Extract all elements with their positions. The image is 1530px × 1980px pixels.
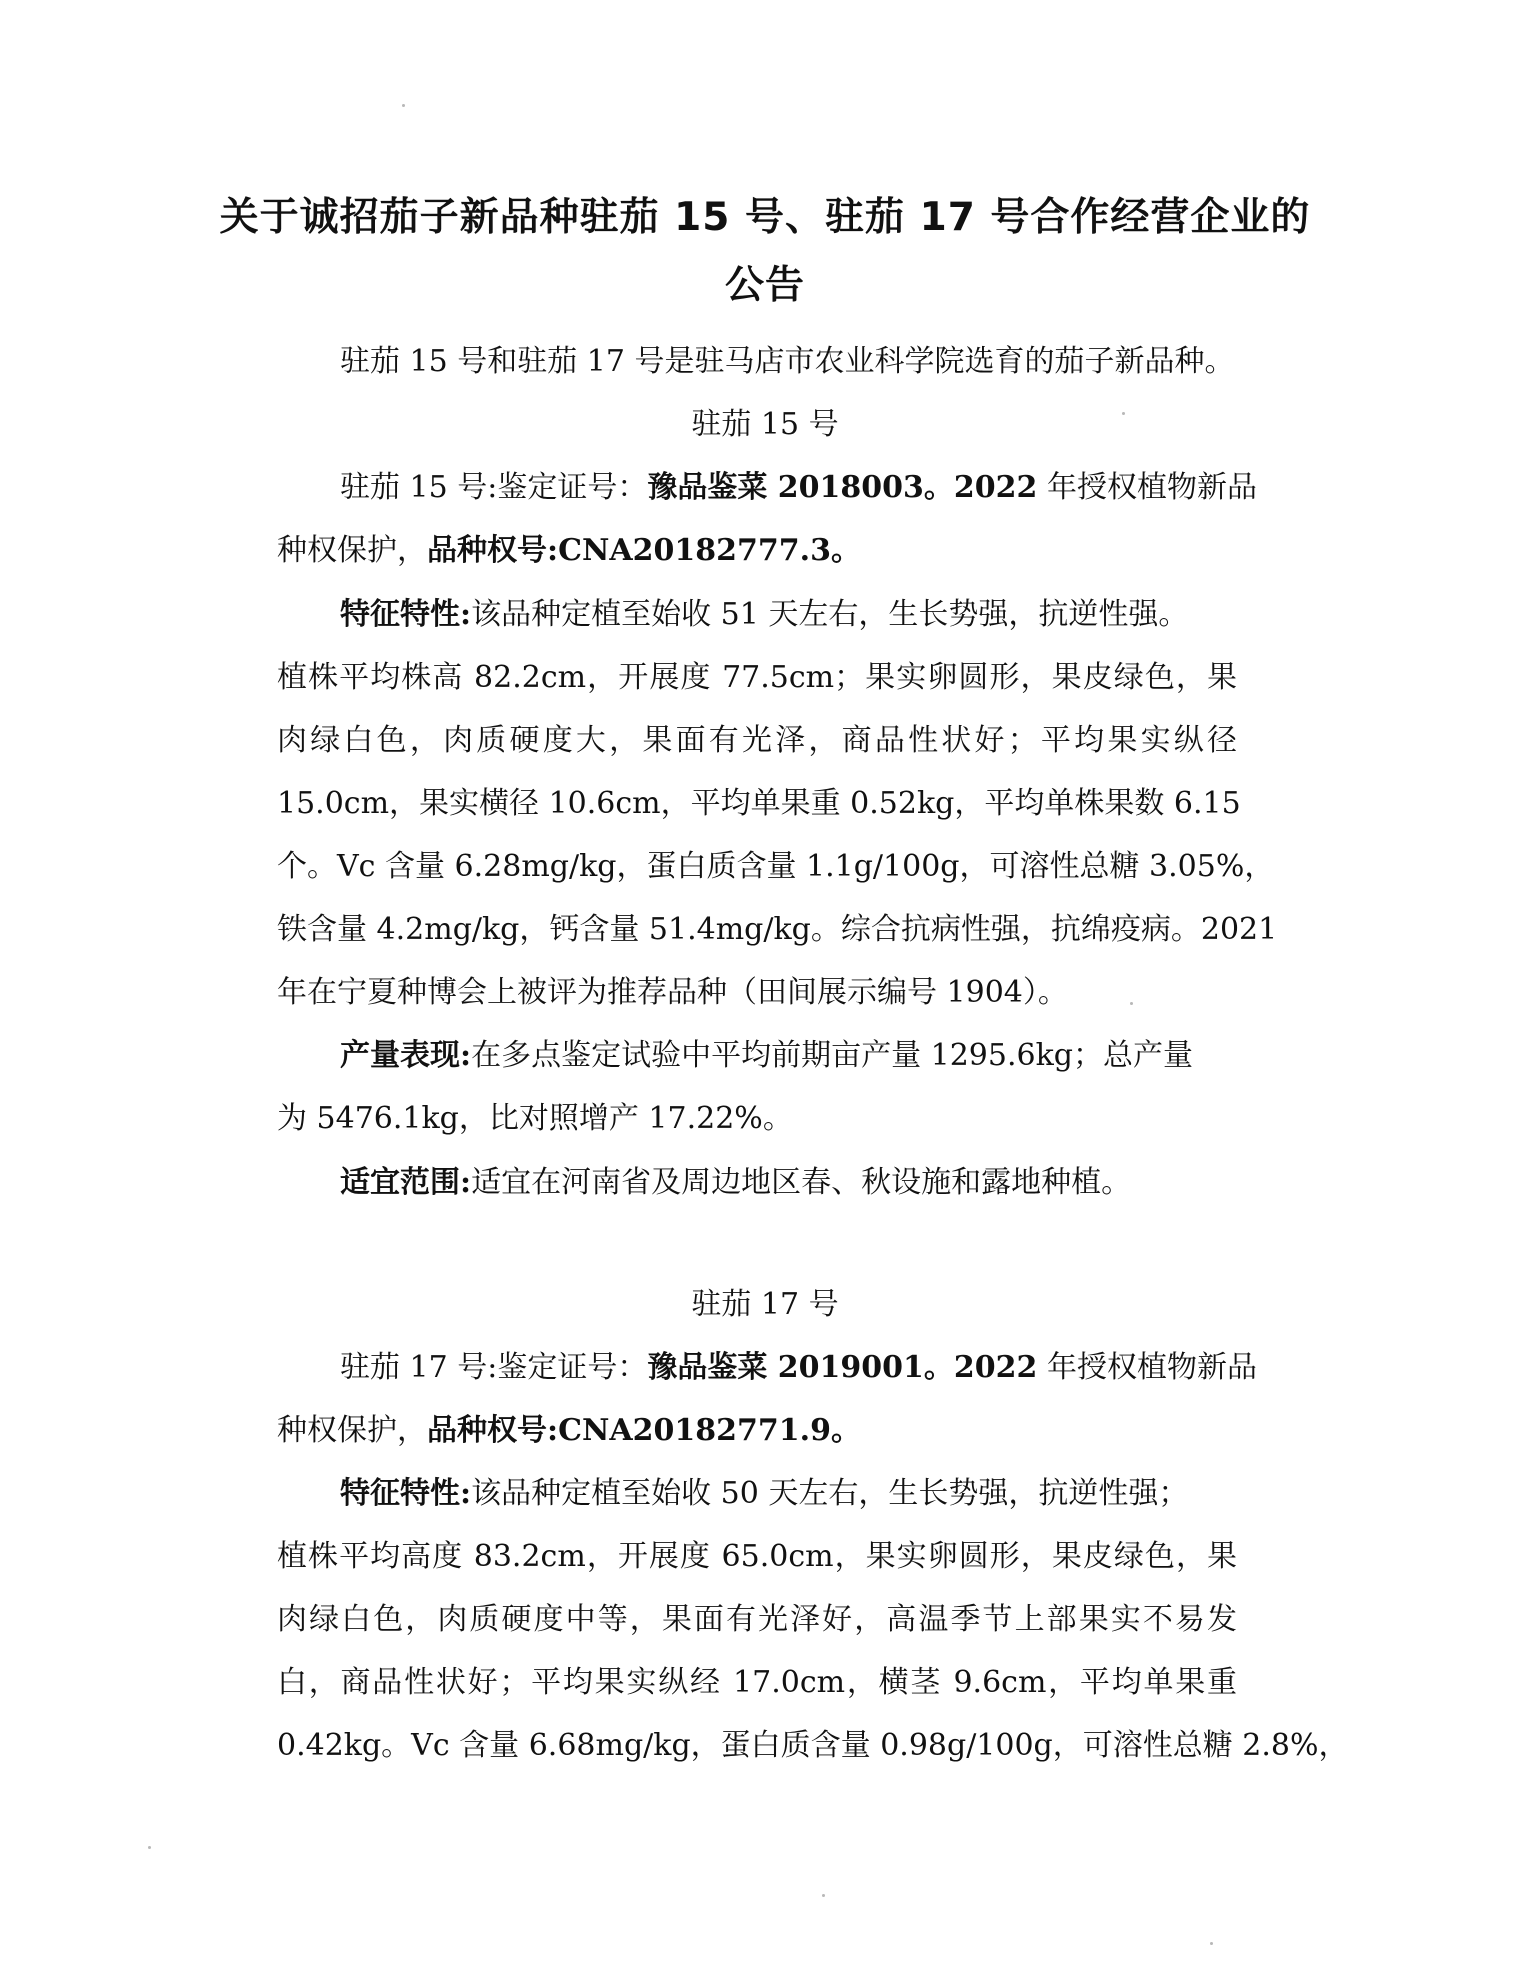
v15-feature-label: 特征特性: [340, 597, 472, 632]
v17-registration-text: 年授权植物新品 [1037, 1350, 1257, 1385]
scan-speck [148, 1846, 151, 1849]
v17-feature-label: 特征特性: [340, 1476, 472, 1511]
v17-feature-line-2: 植株平均高度 83.2cm，开展度 65.0cm，果实卵圆形，果皮绿色，果 [277, 1539, 1237, 1574]
intro-paragraph: 驻茄 15 号和驻茄 17 号是驻马店市农业科学院选育的茄子新品种。 [340, 344, 1235, 379]
v17-feature-text-1: 该品种定植至始收 50 天左右，生长势强，抗逆性强； [471, 1476, 1189, 1511]
v15-feature-line-5: 个。Vc 含量 6.28mg/kg，蛋白质含量 1.1g/100g，可溶性总糖 3.05%， [277, 849, 1275, 884]
v15-yield-line-2: 为 5476.1kg，比对照增产 17.22%。 [277, 1101, 793, 1136]
v15-registration-text: 年授权植物新品 [1037, 470, 1257, 505]
scan-speck [822, 1894, 825, 1897]
v15-range-text: 适宜在河南省及周边地区春、秋设施和露地种植。 [471, 1165, 1132, 1200]
v15-registration-number: 豫品鉴菜 2018003。2022 [647, 470, 1038, 505]
v15-variety-right-number: 品种权号:CNA20182777.3。 [427, 533, 861, 568]
v17-feature-line-5: 0.42kg。Vc 含量 6.68mg/kg，蛋白质含量 0.98g/100g，可溶性总糖 2.8%， [277, 1728, 1349, 1763]
v15-feature-line-4: 15.0cm，果实横径 10.6cm，平均单果重 0.52kg，平均单株果数 6.15 [277, 786, 1241, 821]
v17-feature-line-1 [340, 1474, 1188, 1514]
v15-feature-line-2: 植株平均株高 82.2cm，开展度 77.5cm；果实卵圆形，果皮绿色，果 [277, 660, 1237, 695]
v17-protection-text: 种权保护， [277, 1413, 427, 1448]
v17-feature-line-3: 肉绿白色，肉质硬度中等，果面有光泽好，高温季节上部果实不易发 [277, 1602, 1237, 1637]
scan-speck [1210, 1942, 1213, 1945]
document-title-line-1: 关于诚招茄子新品种驻茄 15 号、驻茄 17 号合作经营企业的 [219, 195, 1311, 240]
v15-registration-line-2 [277, 531, 861, 571]
v15-range-line [340, 1163, 1131, 1203]
section-heading-v17: 驻茄 17 号 [691, 1287, 839, 1322]
v15-yield-text-1: 在多点鉴定试验中平均前期亩产量 1295.6kg；总产量 [471, 1038, 1193, 1073]
v17-feature-line-4: 白，商品性状好；平均果实纵经 17.0cm，横茎 9.6cm，平均单果重 [277, 1665, 1237, 1700]
v15-feature-line-6: 铁含量 4.2mg/kg，钙含量 51.4mg/kg。综合抗病性强，抗绵疫病。2021 [277, 912, 1278, 947]
document-title-line-2: 公告 [724, 263, 805, 308]
v15-range-label: 适宜范围: [340, 1165, 472, 1200]
v17-registration-line-1 [340, 1348, 1257, 1388]
v15-feature-text-1: 该品种定植至始收 51 天左右，生长势强，抗逆性强。 [471, 597, 1189, 632]
scan-speck [1130, 1002, 1133, 1005]
v15-registration-label: 驻茄 15 号:鉴定证号： [340, 470, 648, 505]
v17-registration-number: 豫品鉴菜 2019001。2022 [647, 1350, 1038, 1385]
v15-protection-text: 种权保护， [277, 533, 427, 568]
v17-variety-right-number: 品种权号:CNA20182771.9。 [427, 1413, 861, 1448]
v15-feature-line-3: 肉绿白色，肉质硬度大，果面有光泽，商品性状好；平均果实纵径 [277, 723, 1237, 758]
v15-feature-line-7: 年在宁夏种博会上被评为推荐品种（田间展示编号 1904）。 [277, 975, 1068, 1010]
v15-registration-line-1 [340, 468, 1257, 508]
v15-feature-line-1 [340, 595, 1188, 635]
scan-speck [1122, 412, 1125, 415]
scan-speck [402, 104, 405, 107]
v17-registration-line-2 [277, 1411, 861, 1451]
section-heading-v15: 驻茄 15 号 [691, 407, 839, 442]
v15-yield-line-1 [340, 1036, 1193, 1076]
v15-yield-label: 产量表现: [340, 1038, 472, 1073]
v17-registration-label: 驻茄 17 号:鉴定证号： [340, 1350, 648, 1385]
